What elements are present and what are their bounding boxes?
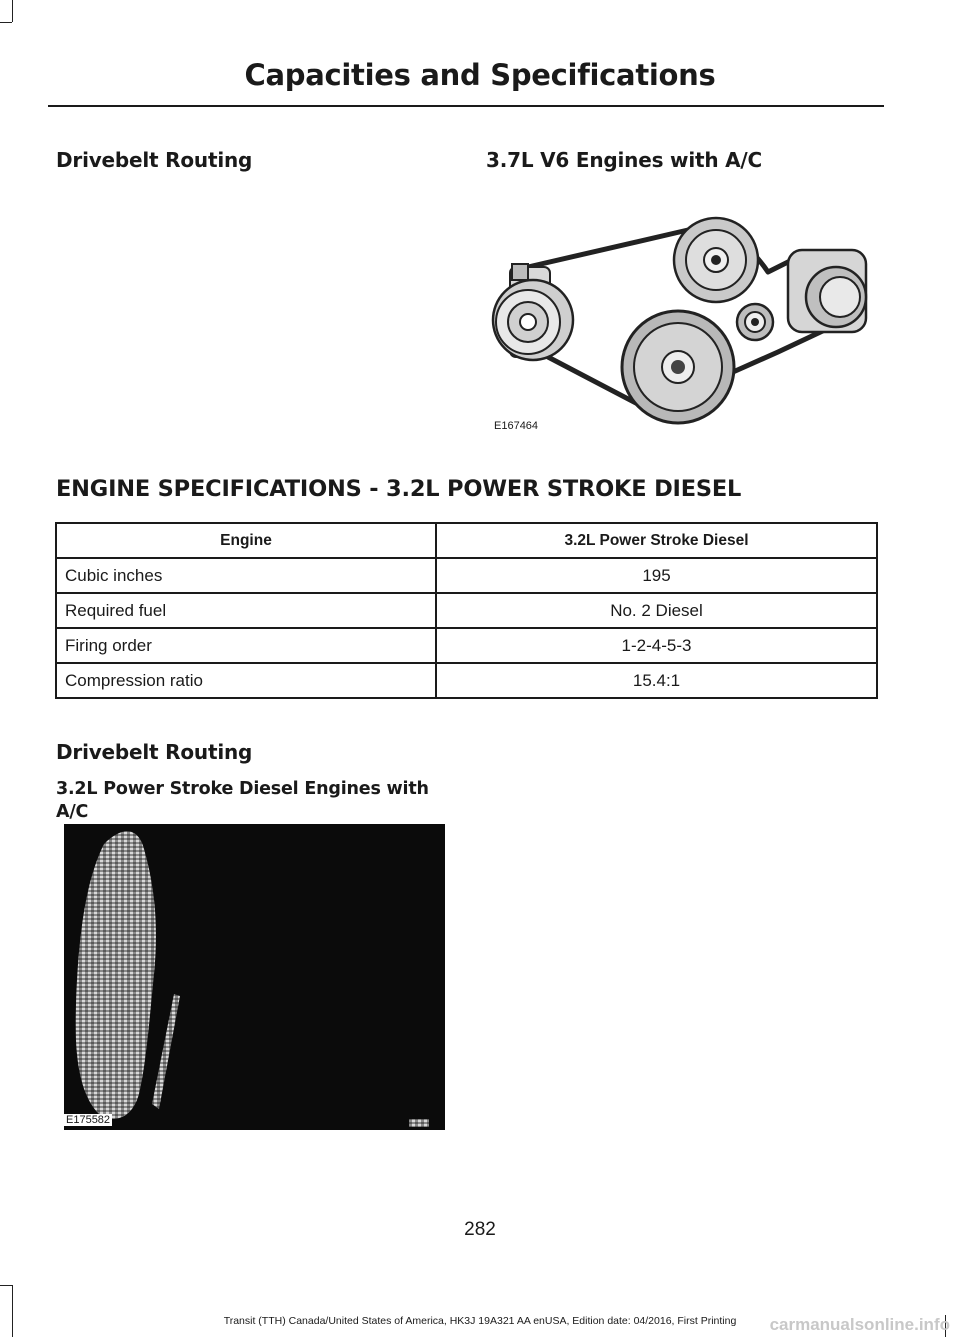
table-row (56, 663, 877, 698)
table-row (56, 558, 877, 593)
table-cell-label: Required fuel (56, 593, 436, 628)
crop-mark (12, 0, 13, 22)
table-cell-value: 195 (436, 558, 877, 593)
alternator (788, 250, 866, 332)
photo-blob (76, 831, 156, 1119)
engine-specs-heading: ENGINE SPECIFICATIONS - 3.2L POWER STROKE DIESEL (56, 476, 742, 502)
crop-mark (0, 1285, 12, 1286)
crankshaft-pulley (622, 311, 734, 423)
table-row (56, 593, 877, 628)
footer-text: Transit (TTH) Canada/United States of America, HK3J 19A321 AA enUSA, Edition date: 04/2016, First Printing (223, 1315, 737, 1327)
crop-mark (0, 22, 12, 23)
page-title: Capacities and Specifications (244, 58, 716, 92)
table-cell-value: No. 2 Diesel (436, 593, 877, 628)
figure-id-top: E167464 (494, 420, 539, 432)
photo-streak (152, 994, 180, 1109)
tensioner-pulley (737, 304, 773, 340)
page-number: 282 (464, 1219, 496, 1240)
crop-mark (12, 1285, 13, 1337)
header-divider (48, 105, 884, 107)
column-header-engine: Engine (56, 523, 436, 558)
engine-specs-table (55, 522, 878, 699)
ac-compressor (493, 264, 573, 360)
table-cell-label: Compression ratio (56, 663, 436, 698)
column-header-diesel: 3.2L Power Stroke Diesel (436, 523, 877, 558)
table-cell-value: 1-2-4-5-3 (436, 628, 877, 663)
section-heading-drivebelt-routing-bottom: Drivebelt Routing (56, 740, 253, 764)
watermark: carmanualsonline.info (769, 1315, 950, 1334)
figure-id-bottom: E175582 (66, 1114, 111, 1126)
section-heading-drivebelt-routing-top: Drivebelt Routing (56, 148, 253, 172)
section-heading-37l-v6: 3.7L V6 Engines with A/C (486, 148, 762, 172)
table-cell-label: Cubic inches (56, 558, 436, 593)
table-row (56, 628, 877, 663)
drivebelt-photo-32l (64, 824, 445, 1130)
table-cell-label: Firing order (56, 628, 436, 663)
idler-pulley-top (674, 218, 758, 302)
table-cell-value: 15.4:1 (436, 663, 877, 698)
subheading-32l-diesel: 3.2L Power Stroke Diesel Engines with A/C (56, 779, 429, 822)
table-header-row (56, 523, 877, 558)
drivebelt-diagram-37l (488, 212, 886, 438)
